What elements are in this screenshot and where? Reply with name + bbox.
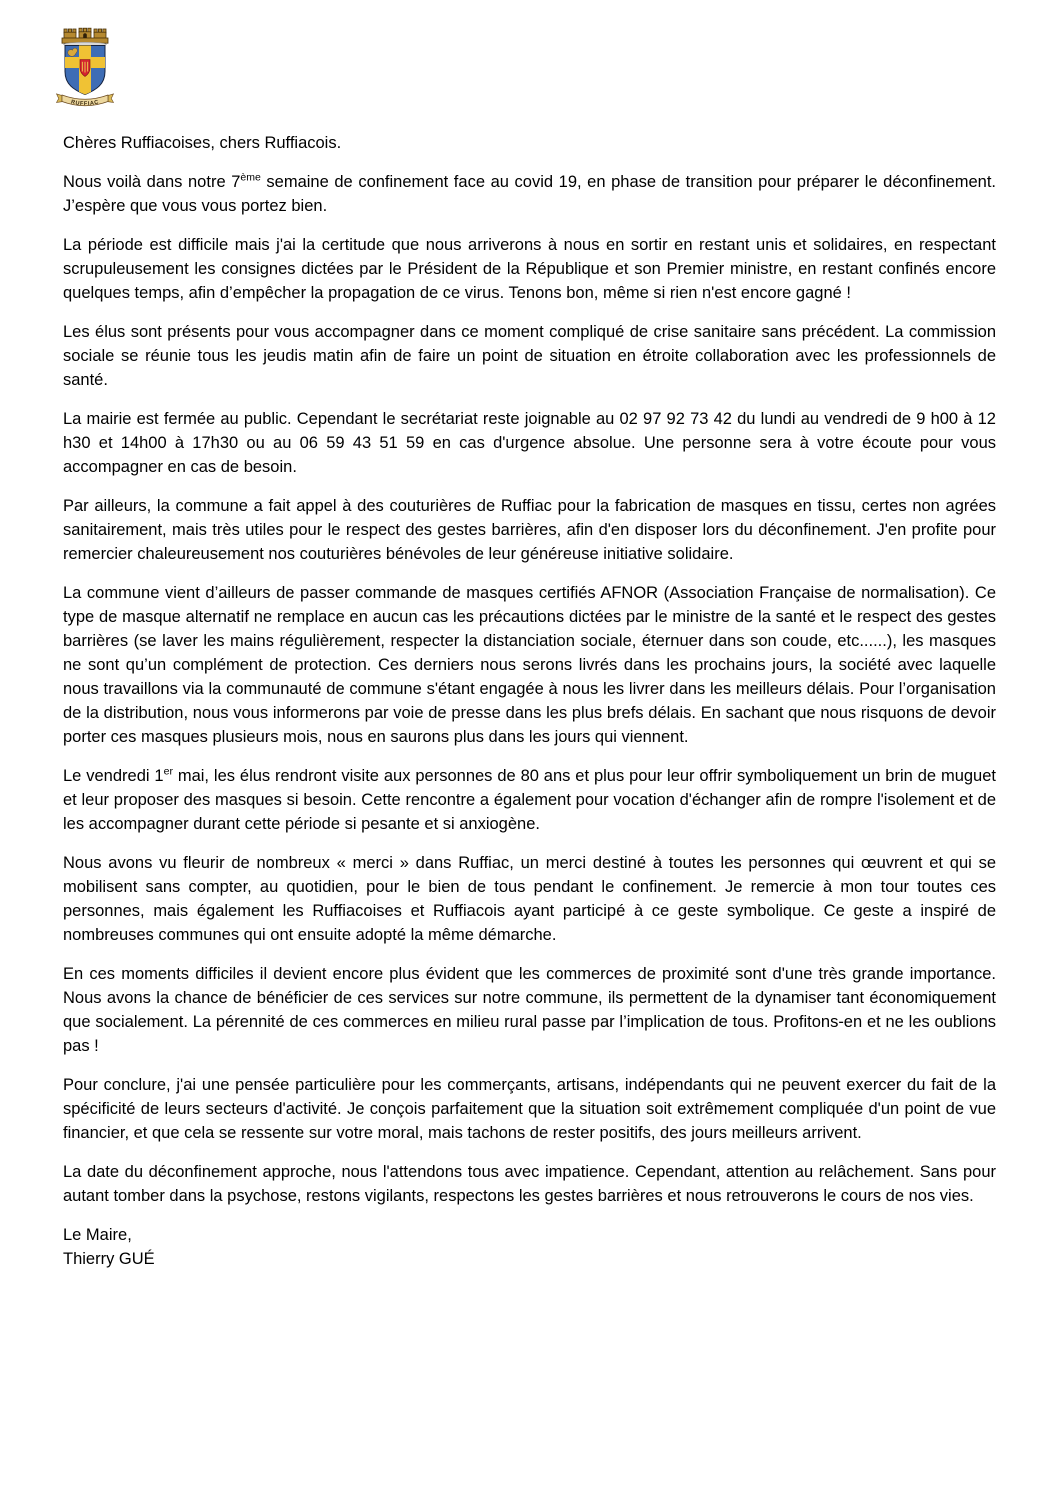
- banner-ribbon: [57, 94, 114, 107]
- letter-content: [63, 131, 996, 1271]
- paragraph: Le vendredi 1er mai, les élus rendront visite aux personnes de 80 ans et plus pour leur offrir symboliquement un brin de muguet et leur proposer des masques si besoin. Cette rencontre a également pour vocation d'échanger afin de rompre l'isolement et de les accompagner durant cette période si pesante et si anxiogène.: [63, 765, 996, 833]
- ruffiac-coat-of-arms: [55, 26, 115, 110]
- signature-name: Thierry GUÉ: [63, 1250, 155, 1268]
- signature-role: Le Maire,: [63, 1226, 132, 1244]
- salutation: Chères Ruffiacoises, chers Ruffiacois.: [63, 134, 342, 152]
- paragraph: Nous voilà dans notre 7ème semaine de confinement face au covid 19, en phase de transition pour préparer le déconfinement. J’espère que vous vous portez bien.: [63, 171, 996, 215]
- signature-block: [63, 1223, 996, 1271]
- paragraph: Nous avons vu fleurir de nombreux « merci » dans Ruffiac, un merci destiné à toutes les personnes qui œuvrent et qui se mobilisent sans compter, au quotidien, pour le bien de tous pendant le confinement. Je remercie à mon tour toutes ces personnes, mais également les Ruffiacoises et Ruffiacois ayant participé à ce geste symbolique. Ce geste a inspiré de nombreuses communes qui ont ensuite adopté la même démarche.: [63, 854, 996, 944]
- paragraph: La période est difficile mais j'ai la certitude que nous arriverons à nous en sortir en restant unis et solidaires, en respectant scrupuleusement les consignes dictées par le Président de la République et son Premier ministre, en restant confinés encore quelques temps, afin d’empêcher la propagation de ce virus. Tenons bon, même si rien n'est encore gagné !: [63, 236, 996, 302]
- paragraph: Pour conclure, j'ai une pensée particulière pour les commerçants, artisans, indépendants qui ne peuvent exercer du fait de la spécificité de leurs secteurs d'activité. Je conçois parfaitement que la situation soit extrêmement compliquée d'un point de vue financier, et que cela se ressente sur votre moral, mais tachons de rester positifs, des jours meilleurs arrivent.: [63, 1076, 996, 1142]
- paragraph: En ces moments difficiles il devient encore plus évident que les commerces de proximité sont d'une très grande importance. Nous avons la chance de bénéficier de ces services sur notre commune, ils permettent de la dynamiser tant économiquement que socialement. La pérennité de ces commerces en milieu rural passe par l’implication de tous. Profitons-en et ne les oublions pas !: [63, 965, 996, 1055]
- paragraph: Par ailleurs, la commune a fait appel à des couturières de Ruffiac pour la fabrication de masques en tissu, certes non agrées sanitairement, mais très utiles pour le respect des gestes barrières, afin d'en disposer lors du déconfinement. J'en profite pour remercier chaleureusement nos couturières bénévoles de leur généreuse initiative solidaire.: [63, 497, 996, 563]
- paragraph: La date du déconfinement approche, nous l'attendons tous avec impatience. Cependant, attention au relâchement. Sans pour autant tomber dans la psychose, restons vigilants, respectons les gestes barrières et nous retrouverons le cours de nos vies.: [63, 1163, 996, 1205]
- paragraph: Les élus sont présents pour vous accompagner dans ce moment compliqué de crise sanitaire sans précédent. La commission sociale se réunie tous les jeudis matin afin de faire un point de situation en étroite collaboration avec les professionnels de santé.: [63, 323, 996, 389]
- mural-crown-icon: [62, 28, 108, 43]
- paragraph: La commune vient d’ailleurs de passer commande de masques certifiés AFNOR (Association Française de normalisation). Ce type de masque alternatif ne remplace en aucun cas les précautions dictées par le ministre de la santé et le respect des gestes barrières (se laver les mains régulièrement, respecter la distanciation sociale, éternuer dans son coude, etc......), les masques ne sont qu’un complément de protection. Ces derniers nous serons livrés dans les prochains jours, la société avec laquelle nous travaillons via la communauté de commune s'étant engagée à nous les livrer dans les meilleurs délais. Pour l’organisation de la distribution, nous vous informerons par voie de presse dans les plus brefs délais. En sachant que nous risquons de devoir porter ces masques plusieurs mois, nous en saurons plus dans les jours qui viennent.: [63, 584, 996, 746]
- banner-text: RUFFIAC: [70, 99, 100, 108]
- letter-body: [63, 170, 996, 1208]
- paragraph: La mairie est fermée au public. Cependant le secrétariat reste joignable au 02 97 92 73 42 du lundi au vendredi de 9 h00 à 12 h30 et 14h00 à 17h30 ou au 06 59 43 51 59 en cas d'urgence absolue. Une personne sera à votre écoute pour vous accompagner en cas de besoin.: [63, 410, 996, 476]
